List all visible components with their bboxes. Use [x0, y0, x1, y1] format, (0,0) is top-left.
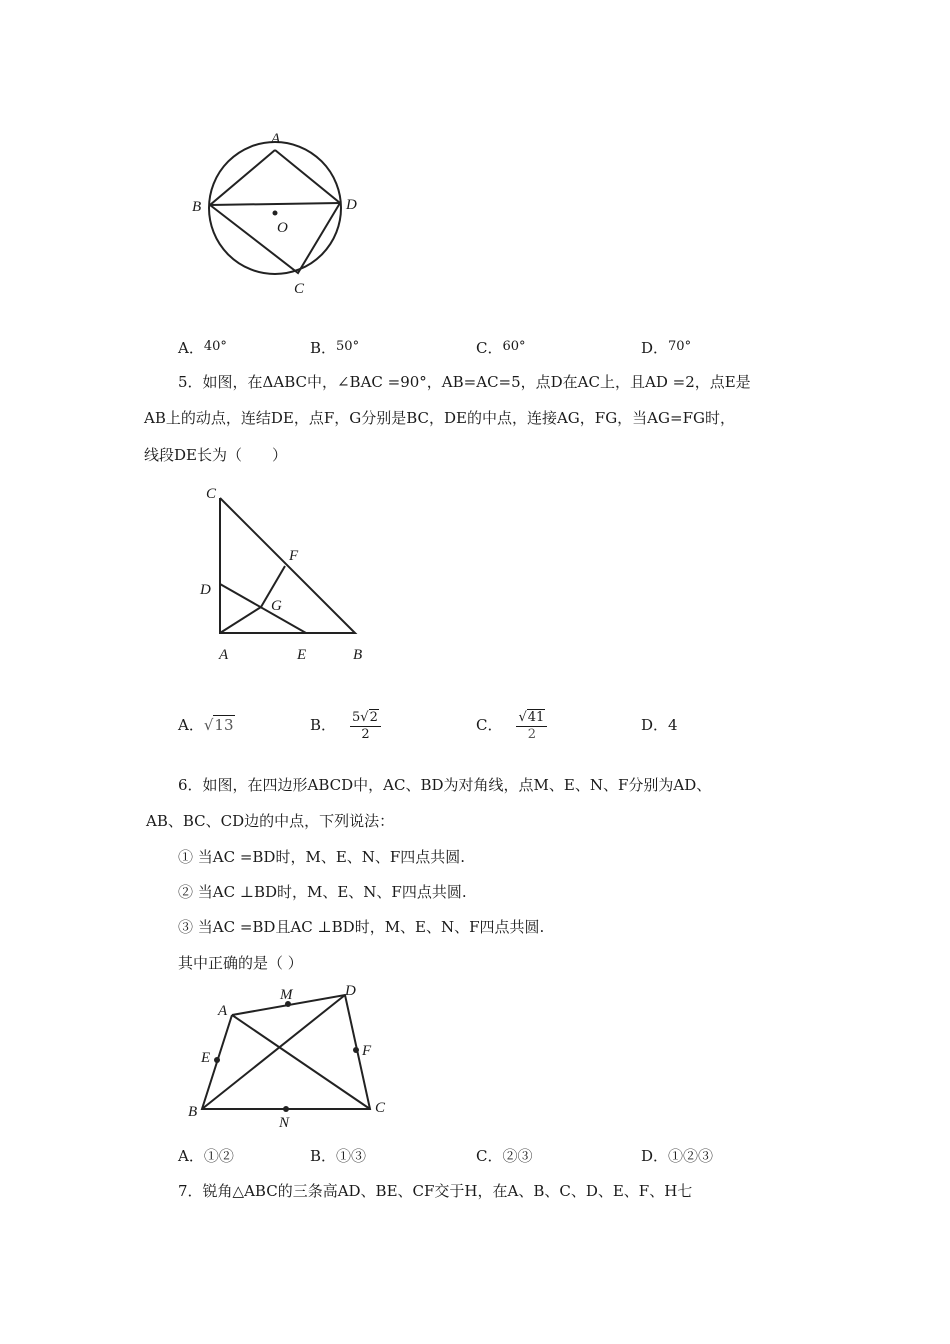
q6-label-f: F: [362, 1043, 372, 1059]
q6-point-n: [283, 1106, 289, 1112]
option-letter: C．: [476, 339, 503, 357]
q6-point-e: [214, 1057, 220, 1063]
option-letter: B．: [310, 339, 337, 357]
q5-label-b: B: [353, 647, 363, 663]
radicand: 41: [527, 709, 545, 725]
option-value: ②③: [502, 1147, 533, 1165]
q6-option-d: [641, 1146, 713, 1166]
option-value: 60°: [502, 339, 526, 354]
q6-option-b: [310, 1146, 366, 1166]
q5-segment-ag: [220, 607, 261, 633]
q4-label-d: D: [346, 197, 357, 213]
q6-label-a: A: [218, 1003, 228, 1019]
q4-center-dot: [273, 211, 278, 216]
q5-label-c: C: [206, 486, 217, 502]
q5-label-a: A: [219, 647, 229, 663]
q5-option-a: [178, 715, 235, 735]
fraction: [350, 710, 381, 743]
q6-label-n: N: [279, 1115, 290, 1130]
option-letter: C．: [476, 716, 503, 734]
q6-statement-2: ② 当AC ⊥BD时，M、E、N、F四点共圆.: [178, 883, 467, 901]
q6-label-d: D: [345, 983, 356, 999]
q6-statement-3: ③ 当AC =BD且AC ⊥BD时，M、E、N、F四点共圆.: [178, 918, 545, 936]
q6-label-b: B: [188, 1104, 198, 1120]
q5-option-d: [641, 715, 678, 735]
q5-triangle: [220, 498, 355, 633]
option-value: 70°: [668, 339, 692, 354]
numerator: 5√2: [350, 710, 381, 727]
q5-label-e: E: [297, 647, 307, 663]
q4-option-b: [310, 337, 359, 358]
q6-question: 其中正确的是（ ）: [178, 954, 303, 972]
q5-label-f: F: [289, 548, 299, 564]
denominator: 2: [361, 726, 370, 742]
q4-label-a: A: [271, 131, 281, 147]
q6-line-2: AB、BC、CD边的中点，下列说法：: [146, 812, 395, 830]
option-letter: A．: [178, 1147, 204, 1165]
option-letter: B．: [310, 1147, 337, 1165]
option-letter: D．: [641, 716, 669, 734]
numerator: √41: [516, 710, 547, 727]
q5-label-d: D: [200, 582, 211, 598]
q4-option-c: [476, 337, 526, 358]
q4-label-o: O: [277, 220, 288, 236]
fraction: [516, 710, 547, 743]
option-value: 50°: [336, 339, 360, 354]
q5-line-3: 线段DE长为（ ）: [144, 446, 287, 464]
q6-point-f: [353, 1047, 359, 1053]
option-value: √13: [203, 716, 234, 734]
q7-line-1: 7．锐角△ABC的三条高AD、BE、CF交于H，在A、B、C、D、E、F、H七: [178, 1182, 693, 1200]
q4-figure: [180, 125, 370, 300]
q5-line-2: AB上的动点，连结DE，点F，G分别是BC，DE的中点，连接AG，FG，当AG=FG时，: [144, 409, 735, 427]
option-letter: A．: [178, 339, 204, 357]
q4-option-d: [641, 337, 691, 358]
option-value: 4: [668, 716, 678, 734]
q6-label-e: E: [201, 1050, 211, 1066]
radicand: 2: [369, 709, 378, 725]
q5-line-1: 5．如图，在ΔABC中，∠BAC =90°，AB=AC=5，点D在AC上，且AD =2，点E是: [178, 373, 751, 391]
option-value: ①②: [203, 1147, 234, 1165]
radicand: 13: [214, 716, 234, 734]
q6-option-c: [476, 1146, 533, 1166]
q4-chord-bd: [210, 203, 340, 205]
q4-label-c: C: [294, 281, 305, 297]
q6-statement-1: ① 当AC =BD时，M、E、N、F四点共圆.: [178, 848, 466, 866]
option-letter: A．: [178, 716, 204, 734]
q5-label-g: G: [271, 598, 282, 614]
q5-option-c: [476, 694, 547, 756]
denominator: 2: [527, 726, 537, 742]
q4-label-b: B: [192, 199, 202, 215]
option-value: ①③: [336, 1147, 367, 1165]
q6-line-1: 6．如图，在四边形ABCD中，AC、BD为对角线，点M、E、N、F分别为AD、: [178, 776, 712, 794]
option-value: 40°: [203, 339, 227, 354]
option-letter: D．: [641, 339, 669, 357]
q5-figure: [195, 480, 385, 670]
q5-option-b: [310, 694, 381, 756]
q6-figure: [180, 980, 395, 1130]
option-letter: D．: [641, 1147, 669, 1165]
q6-label-m: M: [280, 987, 293, 1003]
q6-option-a: [178, 1146, 234, 1166]
q4-option-a: [178, 337, 227, 358]
q6-label-c: C: [375, 1100, 386, 1116]
option-letter: B．: [310, 716, 337, 734]
option-letter: C．: [476, 1147, 503, 1165]
option-value: ①②③: [668, 1147, 714, 1165]
